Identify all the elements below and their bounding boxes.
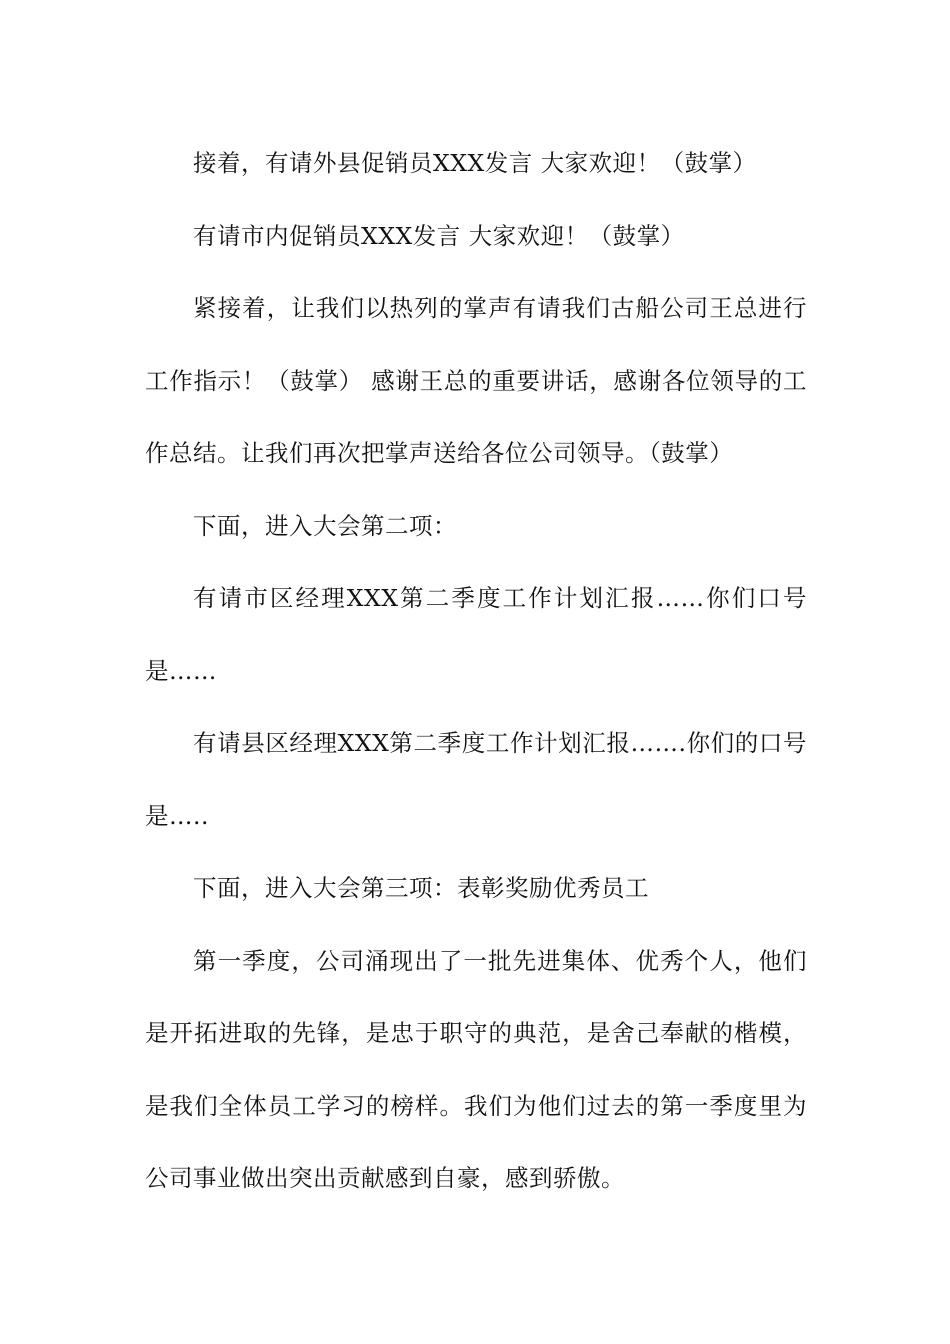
paragraph-agenda-item-two: 下面，进入大会第二项： [193, 511, 457, 540]
paragraph-city-manager-report: 有请市区经理XXX第二季度工作计划汇报……你们口号是…… [145, 584, 807, 685]
paragraph-speaker-outer-county: 接着，有请外县促销员XXX发言 大家欢迎！（鼓掌） [193, 149, 757, 177]
paragraph-speaker-city: 有请市内促销员XXX发言 大家欢迎！（鼓掌） [193, 221, 685, 250]
paragraph-county-manager-report: 有请县区经理XXX第二季度工作计划汇报…….你们的口号是….. [145, 729, 807, 830]
paragraph-agenda-item-three: 下面，进入大会第三项：表彰奖励优秀员工 [193, 874, 649, 902]
document-body [145, 127, 807, 1215]
paragraph-first-quarter-praise: 第一季度，公司涌现出了一批先进集体、优秀个人，他们是开拓进取的先锋，是忠于职守的典范，是舍己奉献的楷模，是我们全体员工学习的榜样。我们为他们过去的第一季度里为公司事业做出突出贡献感到自豪，感到骄傲。 [145, 946, 807, 1192]
paragraph-manager-speech: 紧接着，让我们以热列的掌声有请我们古船公司王总进行工作指示！（鼓掌） 感谢王总的重要讲话，感谢各位领导的工作总结。让我们再次把掌声送给各位公司领导。（鼓掌） [145, 294, 807, 467]
